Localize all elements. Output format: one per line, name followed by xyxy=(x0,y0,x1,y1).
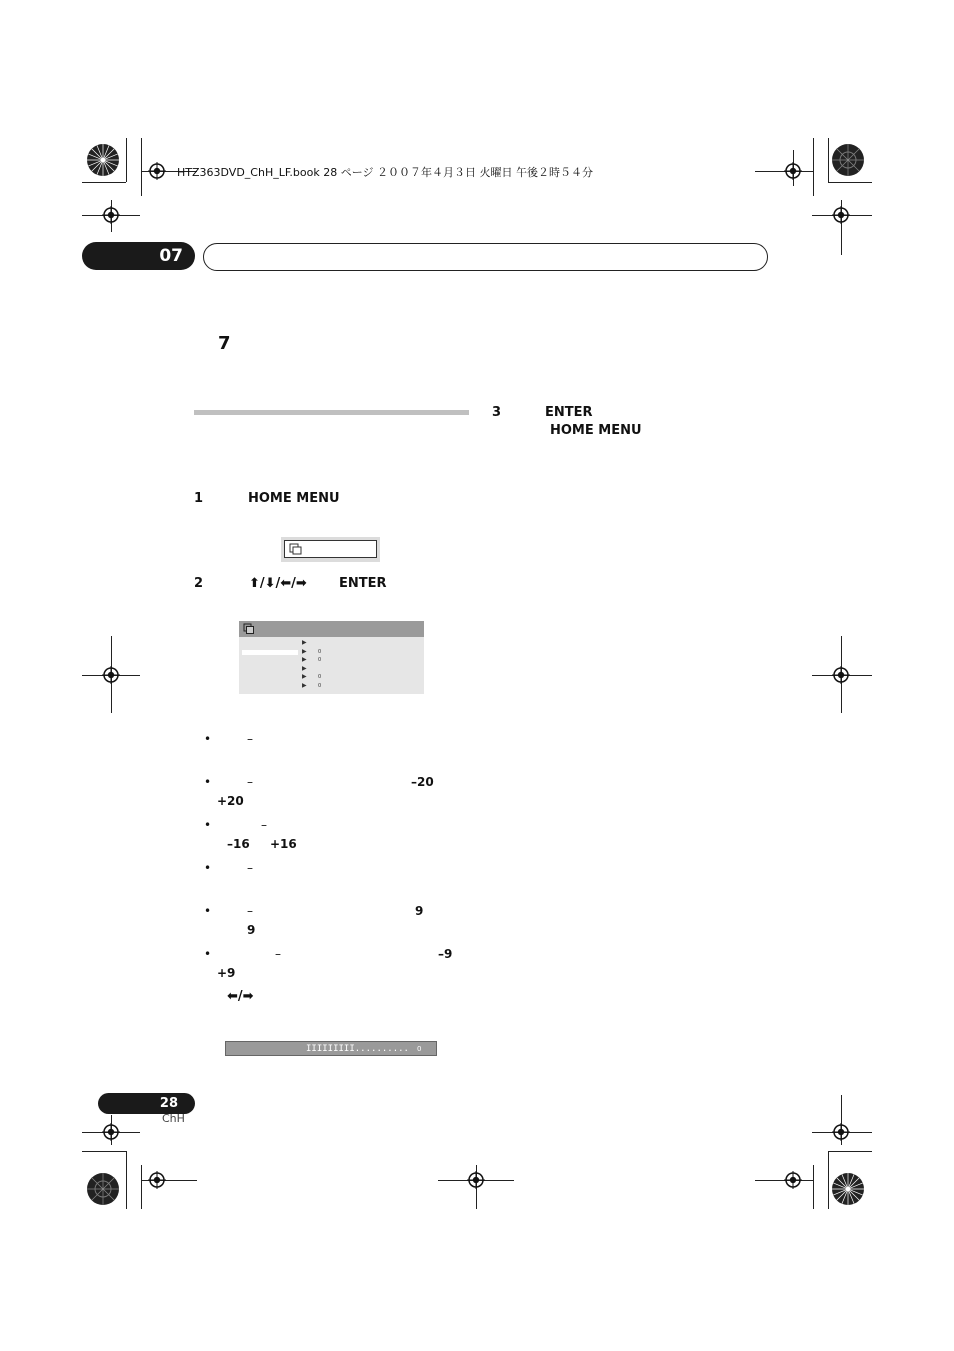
crop-mark xyxy=(828,182,872,183)
registration-target-icon xyxy=(467,1171,485,1189)
bullet-dot: • xyxy=(204,775,212,789)
step2-number: 2 xyxy=(194,576,204,591)
crop-mark xyxy=(126,1151,127,1209)
left-right-arrows: ⬅/➡ xyxy=(227,989,254,1004)
bullet-dot: • xyxy=(204,861,212,875)
panel-arrow-icon: ▶ xyxy=(302,665,307,672)
panel-arrow-icon: ▶ xyxy=(302,648,307,655)
panel-arrow-icon: ▶ xyxy=(302,656,307,663)
step1-number: 1 xyxy=(194,491,204,506)
bullet-dash: – xyxy=(247,732,253,746)
step1-home-menu: HOME MENU xyxy=(248,491,340,506)
panel-value: 0 xyxy=(318,683,322,689)
page-number: 28 xyxy=(98,1093,195,1114)
step2-enter: ENTER xyxy=(339,576,387,591)
registration-target-icon xyxy=(832,666,850,684)
bullet-dot: • xyxy=(204,732,212,746)
section-rule xyxy=(194,410,469,415)
crop-mark xyxy=(828,138,829,182)
panel-value: 0 xyxy=(318,674,322,680)
crop-mark xyxy=(828,1151,829,1209)
disc-icon xyxy=(289,543,302,555)
registration-target-icon xyxy=(784,1171,802,1189)
bullet-dot: • xyxy=(204,904,212,918)
osd-settings-panel xyxy=(239,621,424,694)
bullet-dash: – xyxy=(247,775,253,789)
starburst-target-icon xyxy=(86,1172,120,1206)
registration-target-icon xyxy=(148,1171,166,1189)
bullet-range-max: +16 xyxy=(270,837,297,851)
registration-target-icon xyxy=(784,162,802,180)
registration-target-icon xyxy=(832,206,850,224)
crop-mark xyxy=(141,1165,142,1209)
bullet-dash: – xyxy=(247,904,253,918)
panel-value: 0 xyxy=(318,649,322,655)
bullet-dot: • xyxy=(204,818,212,832)
crop-mark xyxy=(813,138,814,196)
crop-mark xyxy=(828,1151,872,1152)
crop-mark xyxy=(141,138,142,196)
slider-value: 0 xyxy=(417,1045,422,1053)
starburst-target-icon xyxy=(831,143,865,177)
panel-header xyxy=(239,621,424,637)
bullet-range-max: +20 xyxy=(217,794,244,808)
registration-target-icon xyxy=(148,162,166,180)
panel-arrow-icon: ▶ xyxy=(302,673,307,680)
chapter-number: 07 xyxy=(82,242,195,270)
registration-target-icon xyxy=(102,666,120,684)
bullet-dash: – xyxy=(247,861,253,875)
crop-mark xyxy=(82,1151,126,1152)
osd-menu-item xyxy=(281,537,380,562)
starburst-target-icon xyxy=(831,1172,865,1206)
step3-number: 3 xyxy=(492,405,502,420)
bullet-dash: – xyxy=(275,947,281,961)
registration-target-icon xyxy=(102,206,120,224)
page-language: ChH xyxy=(162,1112,185,1125)
crop-mark xyxy=(82,182,126,183)
section-number: 7 xyxy=(218,333,231,354)
registration-target-icon xyxy=(832,1123,850,1141)
crop-mark xyxy=(813,1165,814,1209)
bullet-range-min: –9 xyxy=(438,947,453,961)
panel-selected-row xyxy=(242,650,298,655)
registration-target-icon xyxy=(102,1123,120,1141)
osd-level-slider xyxy=(225,1041,437,1056)
step3-enter: ENTER xyxy=(545,405,593,420)
crop-mark xyxy=(126,138,127,182)
step3-home-menu: HOME MENU xyxy=(550,423,642,438)
step2-arrows: ⬆/⬇/⬅/➡ xyxy=(249,576,307,591)
chapter-title-box xyxy=(203,243,768,271)
bullet-range-max: 9 xyxy=(247,923,256,937)
bullet-range-max: +9 xyxy=(217,966,236,980)
panel-value: 0 xyxy=(318,657,322,663)
panel-arrow-icon: ▶ xyxy=(302,682,307,689)
slider-ticks: IIIIIIIII.......... xyxy=(306,1044,409,1054)
starburst-target-icon xyxy=(86,143,120,177)
bullet-dot: • xyxy=(204,947,212,961)
bullet-range-min: –16 xyxy=(227,837,250,851)
bullet-range-min: 9 xyxy=(415,904,424,918)
panel-arrow-icon: ▶ xyxy=(302,639,307,646)
disc-icon xyxy=(243,623,255,635)
print-header: HTZ363DVD_ChH_LF.book 28 ページ ２００７年４月３日 火曜日 午後２時５４分 xyxy=(177,166,593,179)
bullet-range-min: –20 xyxy=(411,775,434,789)
bullet-dash: – xyxy=(261,818,267,832)
